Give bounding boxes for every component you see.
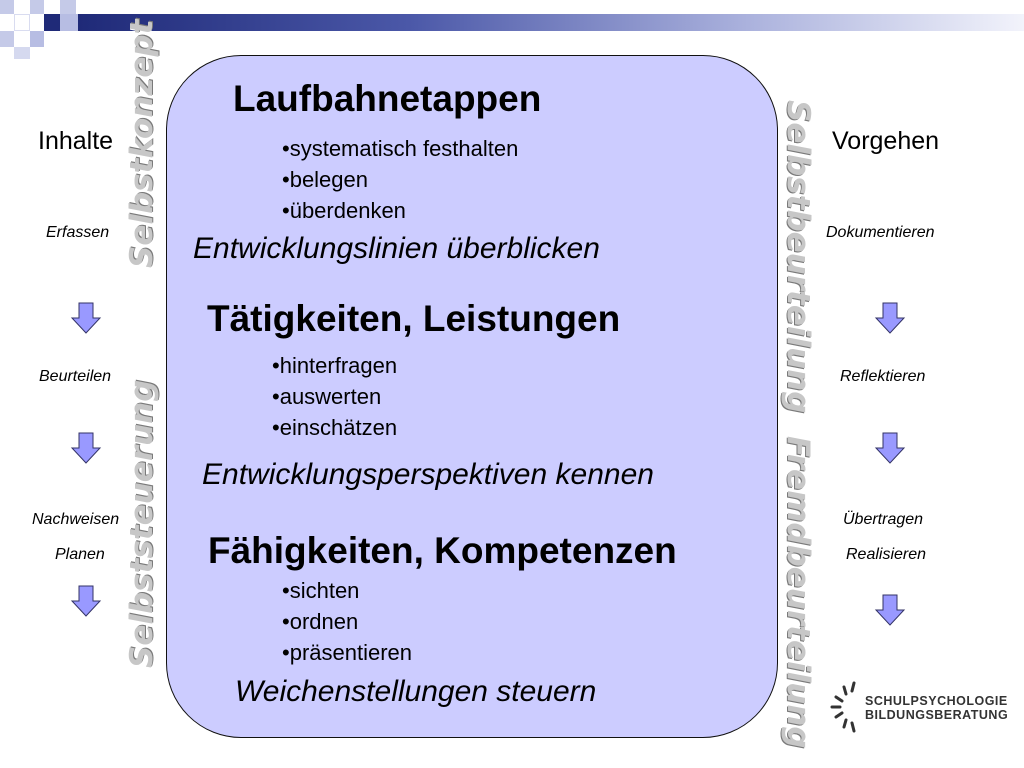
right-step: Reflektieren: [840, 368, 926, 385]
decor-square: [30, 0, 44, 14]
bullet-item: •systematisch festhalten: [282, 136, 519, 161]
decor-square: [30, 31, 44, 47]
right-step: Realisieren: [846, 546, 927, 563]
vertical-label-selbststeuerung: Selbststeuerung: [124, 379, 160, 668]
section-summary: Weichenstellungen steuern: [235, 675, 597, 708]
arrow-down-icon: [70, 585, 102, 617]
section-heading: Tätigkeiten, Leistungen: [207, 298, 621, 339]
bullet-list: [282, 133, 518, 226]
vertical-label-selbstbeurteilung: Selbstbeurteilung: [780, 100, 816, 414]
decor-square: [14, 14, 30, 31]
bullet-item: •präsentieren: [282, 640, 413, 665]
right-step: Übertragen: [843, 511, 924, 528]
bullet-item: •überdenken: [282, 198, 406, 223]
bullet-list: [282, 575, 412, 668]
decor-square: [0, 0, 14, 14]
left-step: Planen: [55, 546, 105, 563]
bullet-item: •hinterfragen: [272, 353, 398, 378]
section-heading: Fähigkeiten, Kompetenzen: [208, 530, 677, 571]
bullet-list: [272, 350, 397, 443]
arrow-down-icon: [874, 594, 906, 626]
vertical-label-fremdbeurteilung: Fremdbeurteilung: [780, 436, 816, 749]
section-heading: Laufbahnetappen: [233, 78, 542, 119]
bullet-item: •ordnen: [282, 609, 359, 634]
right-step: Dokumentieren: [826, 224, 935, 241]
arrow-down-icon: [70, 302, 102, 334]
left-step: Beurteilen: [39, 368, 112, 385]
decor-square: [0, 31, 14, 47]
bullet-item: •einschätzen: [272, 415, 398, 440]
right-column-title: Vorgehen: [832, 127, 940, 155]
arrow-down-icon: [874, 302, 906, 334]
left-step: Nachweisen: [32, 511, 120, 528]
arrow-down-icon: [70, 432, 102, 464]
vertical-label-selbstkonzept: Selbstkonzept: [124, 19, 160, 268]
title-bar-gradient: [78, 14, 1024, 31]
bullet-item: •belegen: [282, 167, 369, 192]
arrow-down-icon: [874, 432, 906, 464]
left-column-title: Inhalte: [38, 127, 114, 155]
decor-square: [44, 14, 60, 31]
decor-square: [60, 0, 76, 14]
section-summary: Entwicklungsperspektiven kennen: [202, 458, 654, 491]
logo-text-line2: BILDUNGSBERATUNG: [865, 708, 1009, 722]
bullet-item: •auswerten: [272, 384, 382, 409]
decor-square: [14, 47, 30, 59]
section-summary: Entwicklungslinien überblicken: [193, 232, 600, 265]
bullet-item: •sichten: [282, 578, 360, 603]
decor-square: [60, 14, 78, 31]
logo-text-line1: SCHULPSYCHOLOGIE: [865, 694, 1008, 708]
left-step: Erfassen: [46, 224, 110, 241]
